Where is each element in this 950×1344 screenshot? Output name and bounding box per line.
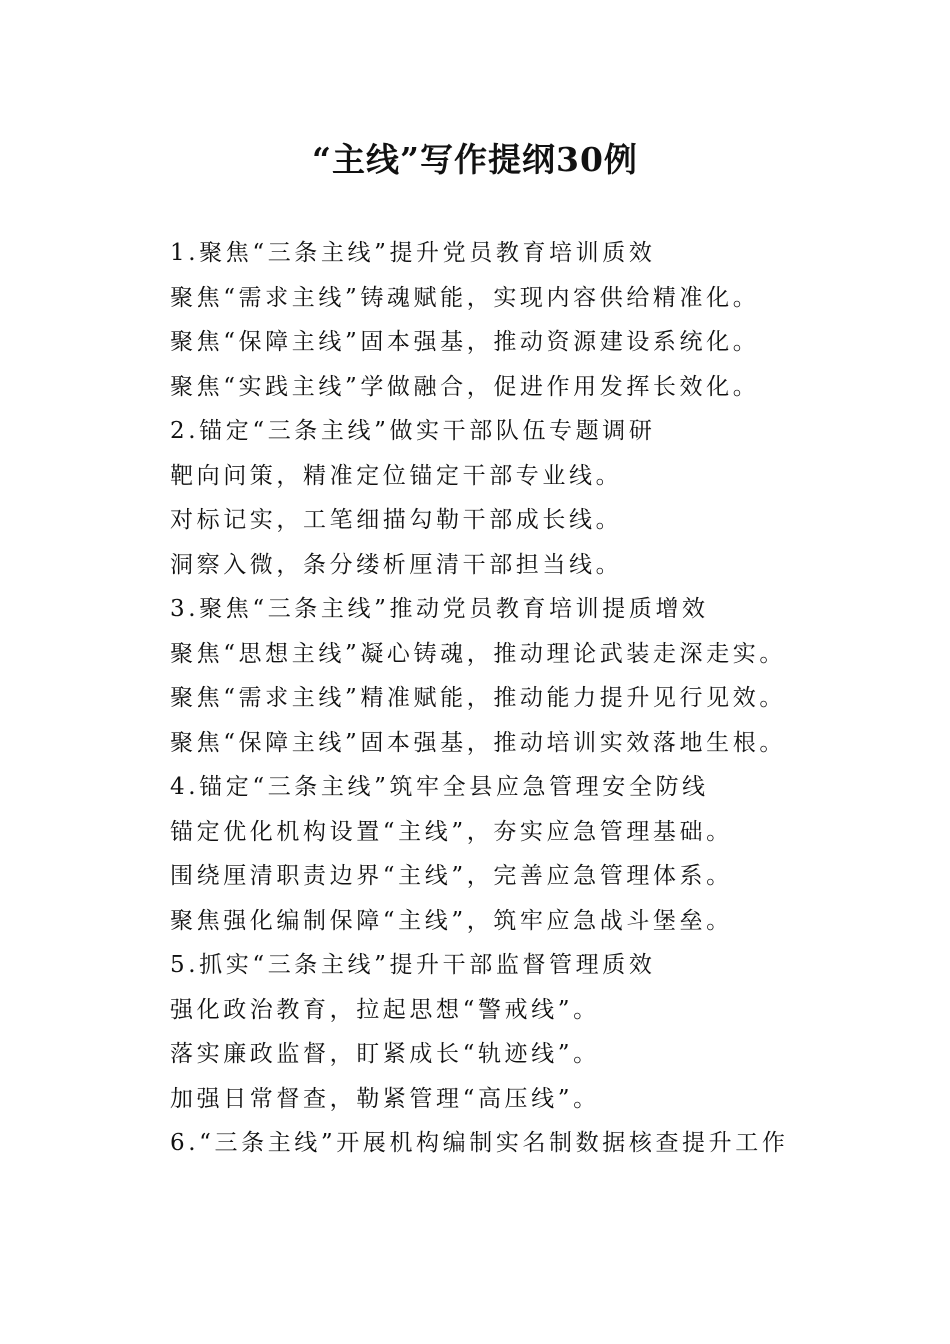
text-line: 强化政治教育，拉起思想“警戒线”。 [170,996,600,1023]
section-heading-1: 1.聚焦“三条主线”提升党员教育培训质效 [170,240,656,266]
text-line: 聚焦“需求主线”精准赋能，推动能力提升见行见效。 [170,685,786,711]
text-line: 对标记实，工笔细描勾勒干部成长线。 [170,507,623,533]
text-line: 聚焦“保障主线”固本强基，推动培训实效落地生根。 [170,729,786,756]
text-line: 围绕厘清职责边界“主线”，完善应急管理体系。 [170,863,733,889]
text-line: 落实廉政监督，盯紧成长“轨迹线”。 [170,1041,600,1067]
section-heading-4: 4.锚定“三条主线”筑牢全县应急管理安全防线 [170,774,709,800]
document-body [170,231,870,1166]
section-heading-6: 6.“三条主线”开展机构编制实名制数据核查提升工作 [170,1130,789,1156]
text-line: 聚焦“实践主线”学做融合，促进作用发挥长效化。 [170,373,760,400]
text-line: 聚焦“保障主线”固本强基，推动资源建设系统化。 [170,329,760,355]
section-heading-2: 2.锚定“三条主线”做实干部队伍专题调研 [170,418,656,444]
section-heading-5: 5.抓实“三条主线”提升干部监督管理质效 [170,952,656,978]
document-title: “主线”写作提纲30例 [312,140,638,179]
text-line: 锚定优化机构设置“主线”，夯实应急管理基础。 [170,818,733,845]
text-line: 聚焦“思想主线”凝心铸魂，推动理论武装走深走实。 [170,640,786,667]
section-heading-3: 3.聚焦“三条主线”推动党员教育培训提质增效 [170,596,709,622]
text-line: 聚焦“需求主线”铸魂赋能，实现内容供给精准化。 [170,284,760,311]
text-line: 靶向问策，精准定位锚定干部专业线。 [170,462,623,489]
text-line: 聚焦强化编制保障“主线”，筑牢应急战斗堡垒。 [170,907,733,934]
text-line: 洞察入微，条分缕析厘清干部担当线。 [170,551,623,578]
text-line: 加强日常督查，勒紧管理“高压线”。 [170,1085,600,1112]
